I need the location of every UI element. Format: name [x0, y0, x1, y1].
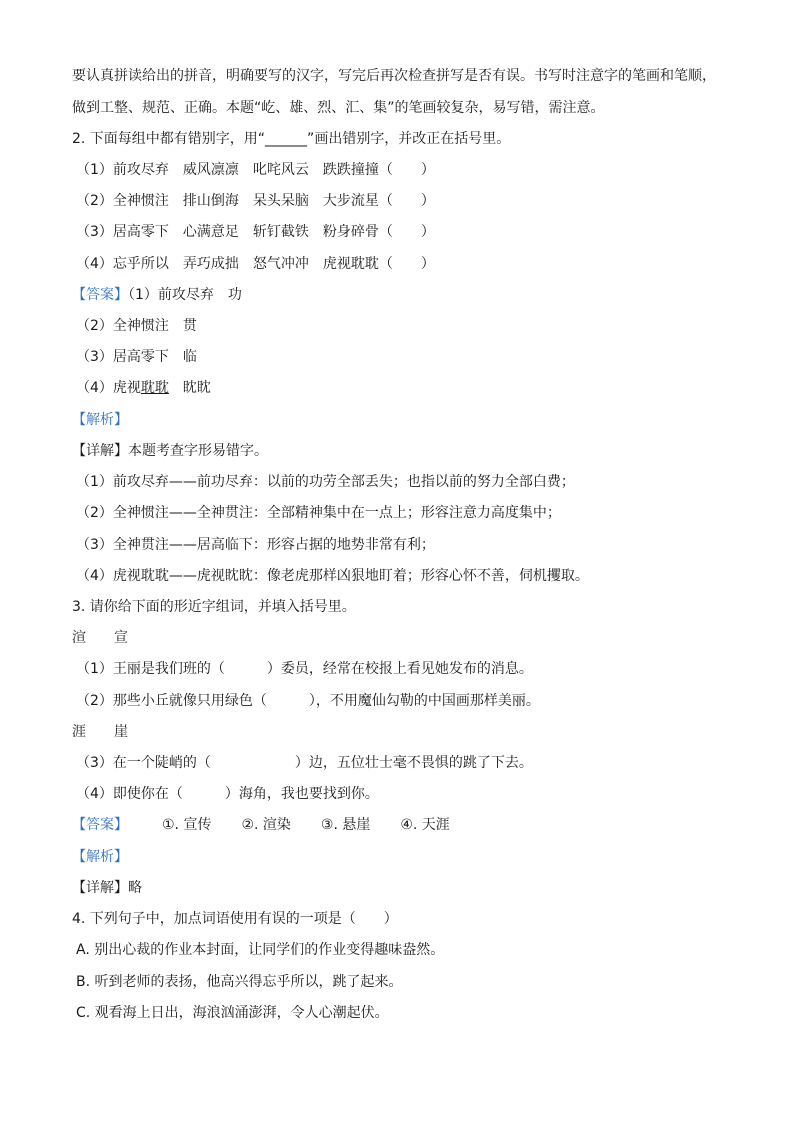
answer-tag: 【答案】 [72, 817, 128, 833]
question-4-option-a: A. 别出心裁的作业本封面，让同学们的作业变得趣味盎然。 [76, 942, 445, 958]
analysis-tag: 【解析】 [72, 412, 128, 428]
question-3-answer-4: ④. 天涯 [400, 817, 450, 833]
question-2-item-1: （1）前攻尽弃 威风凛凛 叱咤风云 跌跌撞撞（ ） [76, 162, 435, 178]
question-3-detail-text: 略 [128, 880, 142, 896]
detail-tag: 【详解】 [72, 880, 128, 896]
question-3-item-1: （1）王丽是我们班的（ ）委员，经常在校报上看见她发布的消息。 [76, 661, 533, 677]
question-2-answer-1: （1）前攻尽弃 功 [128, 287, 242, 303]
question-2-detail-3: （3）全神贯注——居高临下：形容占据的地势非常有利； [76, 537, 435, 553]
question-3-answer-line [72, 815, 450, 835]
question-2-answer-line [72, 285, 242, 305]
question-3-answer-1: ①. 宣传 [162, 817, 212, 833]
question-3-item-4: （4）即使你在（ ）海角，我也要找到你。 [76, 786, 379, 802]
question-4-option-c: C. 观看海上日出，海浪汹涌澎湃，令人心潮起伏。 [76, 1005, 389, 1021]
question-3-answer-3: ③. 悬崖 [320, 817, 371, 833]
question-2-item-3: （3）居高零下 心满意足 斩钉截铁 粉身碎骨（ ） [76, 224, 435, 240]
question-2-item-2: （2）全神惯注 排山倒海 呆头呆脑 大步流星（ ） [76, 193, 435, 209]
question-3-word-pair-2: 涯 崖 [72, 724, 128, 740]
analysis-tag: 【解析】 [72, 849, 128, 865]
question-3-stem: 3. 请你给下面的形近字组词，并填入括号里。 [72, 599, 356, 615]
intro-line-1: 要认真拼读给出的拼音，明确要写的汉字，写完后再次检查拼写是否有误。书写时注意字的笔画和笔顺， [72, 68, 716, 84]
detail-tag: 【详解】 [72, 443, 128, 459]
answer-tag: 【答案】 [72, 287, 128, 303]
question-2-answer-3: （3）居高零下 临 [76, 349, 197, 365]
question-2-answer-2: （2）全神惯注 贯 [76, 318, 197, 334]
answer-4-correction: 眈眈 [182, 380, 211, 396]
question-2-stem: 2. 下面每组中都有错别字，用“______”画出错别字，并改正在括号里。 [72, 131, 511, 147]
question-4-option-b: B. 听到老师的表扬，他高兴得忘乎所以，跳了起来。 [76, 974, 403, 990]
question-3-detail-line [72, 878, 142, 898]
answer-4-underlined-word: 耽耽 [140, 380, 169, 396]
intro-line-2: 做到工整、规范、正确。本题“屹、雄、烈、汇、集”的笔画较复杂，易写错，需注意。 [72, 100, 605, 116]
question-2-detail-4: （4）虎视耽耽——虎视眈眈：像老虎那样凶狠地盯着；形容心怀不善，伺机攫取。 [76, 568, 589, 584]
question-2-detail-1: （1）前攻尽弃——前功尽弃：以前的功劳全部丢失；也指以前的努力全部白费； [76, 474, 575, 490]
question-3-word-pair-1: 渲 宣 [72, 630, 128, 646]
question-2-detail-2: （2）全神惯注——全神贯注：全部精神集中在一点上；形容注意力高度集中； [76, 505, 561, 521]
question-3-answer-2: ②. 渲染 [241, 817, 291, 833]
question-2-answer-4 [76, 378, 211, 398]
question-2-item-4: （4）忘乎所以 弄巧成拙 怒气冲冲 虎视耽耽（ ） [76, 256, 435, 272]
question-3-item-3: （3）在一个陡峭的（ ）边，五位壮士毫不畏惧的跳了下去。 [76, 755, 533, 771]
question-2-detail-line [72, 441, 268, 461]
answer-4-prefix: （4）虎视 [76, 380, 141, 396]
question-4-stem: 4. 下列句子中，加点词语使用有误的一项是（ ） [72, 911, 398, 927]
question-2-detail-intro: 本题考查字形易错字。 [128, 443, 268, 459]
question-3-item-2: （2）那些小丘就像只用绿色（ ），不用魔仙勾勒的中国画那样美丽。 [76, 693, 540, 709]
